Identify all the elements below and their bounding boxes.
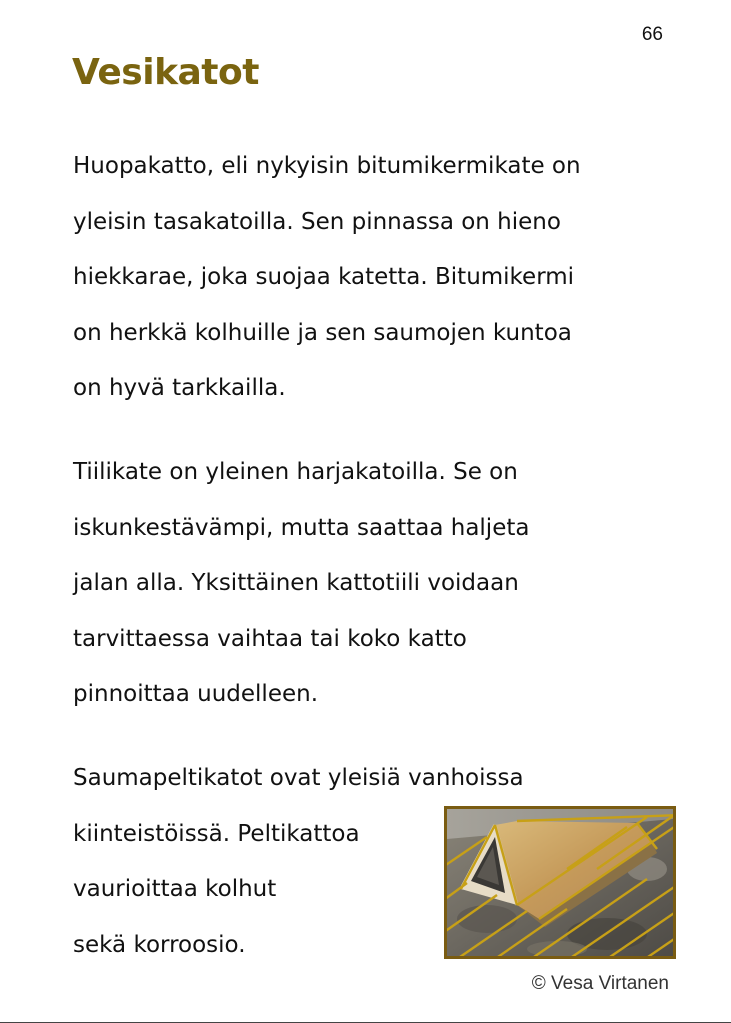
paragraph-tile-roof — [73, 445, 529, 723]
text-line: Saumapeltikatot ovat yleisiä vanhoissa — [73, 765, 524, 791]
text-line: kiinteistöissä. Peltikattoa — [73, 820, 360, 847]
text-line: Huopakatto, eli nykyisin bitumikermikate on — [73, 153, 581, 179]
text-line: jalan alla. Yksittäinen kattotiili voidaan — [73, 570, 519, 596]
text-line: sekä korroosio. — [73, 931, 246, 958]
metal-roof-illustration — [447, 809, 673, 956]
paragraph-bitumen-roof — [73, 139, 581, 417]
text-line: vaurioittaa kolhut — [73, 876, 277, 902]
text-line: yleisin tasakatoilla. Sen pinnassa on hieno — [73, 208, 561, 235]
page-number: 66 — [641, 24, 663, 45]
text-line: tarvittaessa vaihtaa tai koko katto — [73, 625, 467, 652]
text-line: pinnoittaa uudelleen. — [73, 681, 319, 707]
text-line: hiekkarae, joka suojaa katetta. Bitumikermi — [73, 264, 575, 290]
photo-credit: © Vesa Virtanen — [531, 973, 669, 994]
text-line: on hyvä tarkkailla. — [73, 375, 286, 401]
text-line: iskunkestävämpi, mutta saattaa haljeta — [73, 514, 530, 541]
text-line: Tiilikate on yleinen harjakatoilla. Se on — [73, 459, 518, 485]
page-title: Vesikatot — [72, 52, 259, 93]
metal-roof-photo — [444, 806, 676, 959]
text-line: on herkkä kolhuille ja sen saumojen kuntoa — [73, 319, 572, 346]
